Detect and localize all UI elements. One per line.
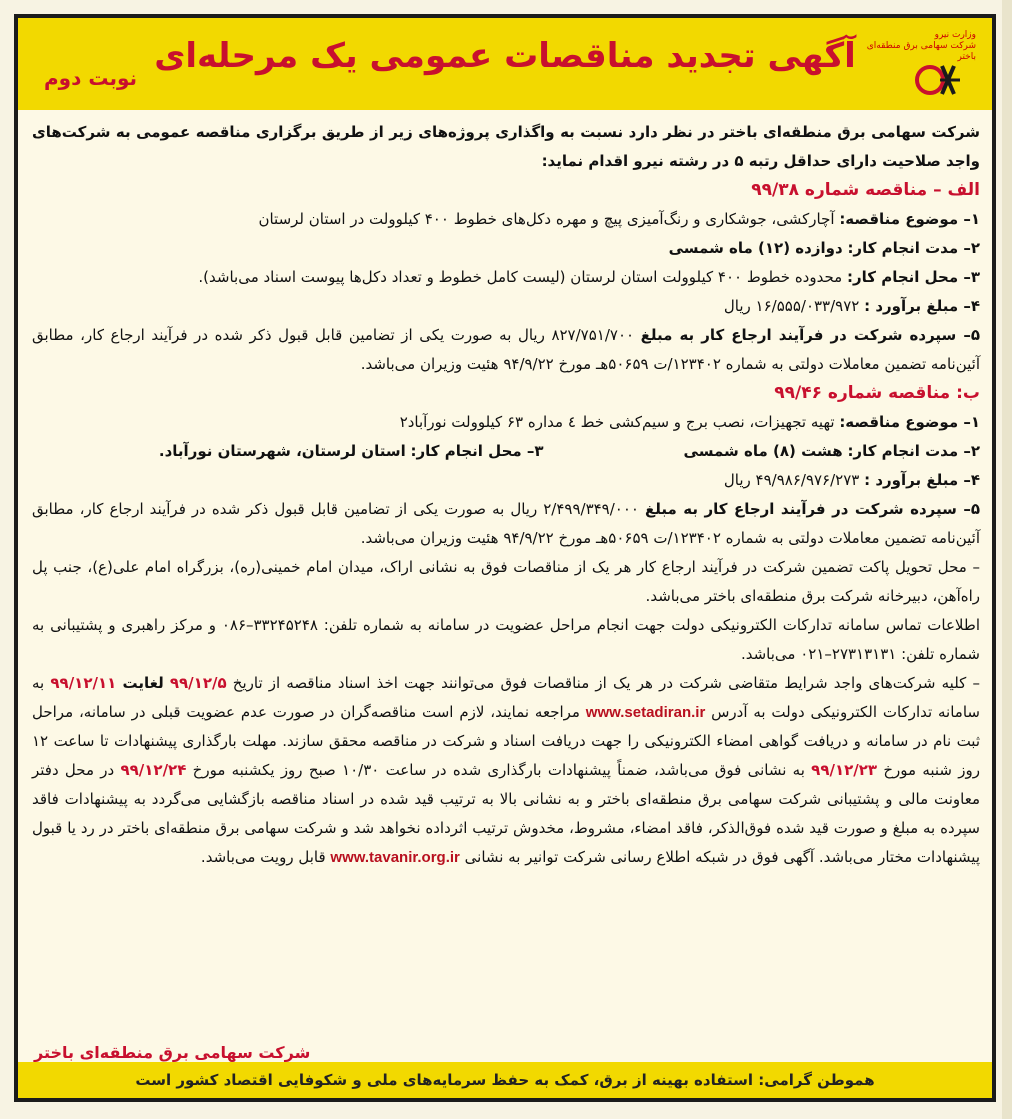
item-value: تهیه تجهیزات، نصب برج و سیم‌کشی خط ٤ مداره ۶۳ کیلوولت نورآباد۲ [399, 413, 835, 431]
item-label: ۲– مدت انجام کار: [847, 239, 980, 257]
footer-bar: هموطن گرامی: استفاده بهینه از برق، کمک به حفظ سرمایه‌های ملی و شکوفایی اقتصاد کشور است [18, 1062, 992, 1098]
item-label: ۱– موضوع مناقصه: [839, 413, 980, 431]
item-value: دوازده (۱۲) ماه شمسی [668, 239, 843, 257]
date-deadline: ۹۹/۱۲/۲۳ [811, 761, 878, 779]
date-start: ۹۹/۱۲/۵ [169, 674, 227, 692]
tavanir-link[interactable]: www.tavanir.org.ir [330, 849, 460, 866]
final-p7: قابل رویت می‌باشد. [200, 848, 326, 866]
item-label: ۱– موضوع مناقصه: [839, 210, 980, 228]
section-a-item-5 [32, 321, 980, 379]
item-value: ۲/۴۹۹/۳۴۹/۰۰۰ ریال به صورت یکی از تضامین قابل قبول ذکر شده در فرآیند ارجاع کار، مطابق آئین‌نامه تضمین معاملات دولتی به شماره ۱۲۳۴۰۲/ت ۵۰۶۵۹هـ مورخ ۹۴/۹/۲۲ هئیت وزیران می‌باشد. [32, 500, 980, 547]
item-value: ۴۹/۹۸۶/۹۷۶/۲۷۳ ریال [723, 471, 860, 489]
final-p3: به سامانه تدارکات الکترونیکی دولت به آدرس [32, 674, 980, 721]
item-label: ۳– محل انجام کار: [846, 268, 980, 286]
item-value: محدوده خطوط ۴۰۰ کیلوولت استان لرستان (لیست کامل خطوط و تعداد دکل‌ها پیوست اسناد می‌باشد). [198, 268, 843, 286]
header-banner [18, 18, 992, 110]
ad-body [32, 118, 980, 872]
item-label: ۵– سپرده شرکت در فرآیند ارجاع کار به مبلغ [640, 326, 980, 344]
final-p6: در محل دفتر معاونت مالی و پشتیبانی شرکت سهامی برق منطقه‌ای باختر و به نشانی بالا به ترتیب قید شده در اسناد مناقصه بازگشایی می‌گردد به پیشنهادات فاقد سپرده به مبلغ و صورت قید شده فوق‌الذکر، فاقد امضاء، مشروط، مخدوش ترتیب اثرداده نخواهد شد و شرکت سهامی برق منطقه‌ای باختر در رد یا قبول پیشنهادات مختار می‌باشد. آگهی فوق در شبکه اطلاع رسانی شرکت توانیر به نشانی [32, 761, 980, 866]
section-a-item-1 [32, 205, 980, 234]
date-end: ۹۹/۱۲/۱۱ [50, 674, 117, 692]
item-label: ۵– سپرده شرکت در فرآیند ارجاع کار به مبلغ [645, 500, 980, 518]
page-title: آگهی تجدید مناقصات عمومی یک مرحله‌ای [154, 36, 856, 76]
item-value: ۸۲۷/۷۵۱/۷۰۰ ریال به صورت یکی از تضامین قابل قبول ذکر شده در فرآیند ارجاع کار، مطابق آئین‌نامه تضمین معاملات دولتی به شماره ۱۲۳۴۰۲/ت ۵۰۶۵۹هـ مورخ ۹۴/۹/۲۲ هئیت وزیران می‌باشد. [32, 326, 980, 373]
item-label: ۴– مبلغ برآورد : [864, 297, 980, 315]
section-b-item-5 [32, 495, 980, 553]
final-p2: لغایت [122, 674, 164, 692]
section-a-item-3 [32, 263, 980, 292]
section-a-item-2 [32, 234, 980, 263]
date-opening: ۹۹/۱۲/۲۴ [120, 761, 187, 779]
final-p1: – کلیه شرکت‌های واجد شرایط متقاضی شرکت در هر یک از مناقصات فوق می‌توانند جهت اخذ اسناد مناقصه از تاریخ [232, 674, 980, 692]
item-value: استان لرستان، شهرستان نورآباد. [158, 442, 406, 460]
section-a-title: الف – مناقصه شماره ۹۹/۳۸ [751, 180, 980, 200]
contact-text: اطلاعات تماس سامانه تدارکات الکترونیکی دولت جهت انجام مراحل عضویت در سامانه به شماره تلفن: ۳۳۲۴۵۲۴۸–۰۸۶ و مرکز راهبری و پشتیبانی به شماره تلفن: ۲۷۳۱۳۱۳۱–۰۲۱ می‌باشد. [32, 616, 980, 663]
logo-text: وزارت نیرو شرکت سهامی برق منطقه‌ای باختر [866, 30, 976, 62]
item-value: آچارکشی، جوشکاری و رنگ‌آمیزی پیچ و مهره دکل‌های خطوط ۴۰۰ کیلوولت در استان لرستان [258, 210, 835, 228]
turn-label: نوبت دوم [44, 66, 138, 90]
tower-logo-icon [910, 58, 966, 98]
final-p5: به نشانی فوق می‌باشد، ضمناً پیشنهادات بارگذاری شده در ساعت ۱۰/۳۰ صبح روز یکشنبه مورخ [192, 761, 805, 779]
company-signature: شرکت سهامی برق منطقه‌ای باختر [34, 1043, 311, 1062]
section-b-item-1 [32, 408, 980, 437]
setadiran-link[interactable]: www.setadiran.ir [585, 704, 706, 721]
intro-text: شرکت سهامی برق منطقه‌ای باختر در نظر دارد نسبت به واگذاری پروژه‌های زیر از طریق برگزاری مناقصه عمومی به شرکت‌های واجد صلاحیت دارای حداقل رتبه ۵ در رشته نیرو اقدام نماید: [32, 123, 980, 170]
item-value: هشت (۸) ماه شمسی [683, 442, 843, 460]
section-a-item-4 [32, 292, 980, 321]
item-value: ۱۶/۵۵۵/۰۳۳/۹۷۲ ریال [723, 297, 860, 315]
paper-edge [1002, 0, 1012, 1119]
final-p4: مراجعه نمایند، لازم است مناقصه‌گران در صورت عدم عضویت قبلی در سامانه، مراحل ثبت نام در سامانه و دریافت گواهی امضاء الکترونیکی را جهت دریافت اسناد و شرکت در مناقصه محقق سازند. مهلت بارگذاری پیشنهادات تا ساعت ۱۲ روز شنبه مورخ [32, 703, 980, 779]
delivery-text: – محل تحویل پاکت تضمین شرکت در فرآیند ارجاع کار هر یک از مناقصات فوق به نشانی اراک، میدان امام خمینی(ره)، بزرگراه امام علی(ع)، جنب پل راه‌آهن، دبیرخانه شرکت برق منطقه‌ای باختر می‌باشد. [32, 558, 980, 605]
final-text [32, 669, 980, 872]
company-logo [866, 30, 976, 102]
item-label: ۴– مبلغ برآورد : [864, 471, 980, 489]
section-b-title: ب: مناقصه شماره ۹۹/۴۶ [774, 383, 980, 403]
section-b-item-2-3 [32, 437, 980, 466]
section-b-item-4 [32, 466, 980, 495]
ad-frame [14, 14, 996, 1102]
item-label: ۲– مدت انجام کار: [847, 442, 980, 460]
item-label: ۳– محل انجام کار: [410, 442, 544, 460]
